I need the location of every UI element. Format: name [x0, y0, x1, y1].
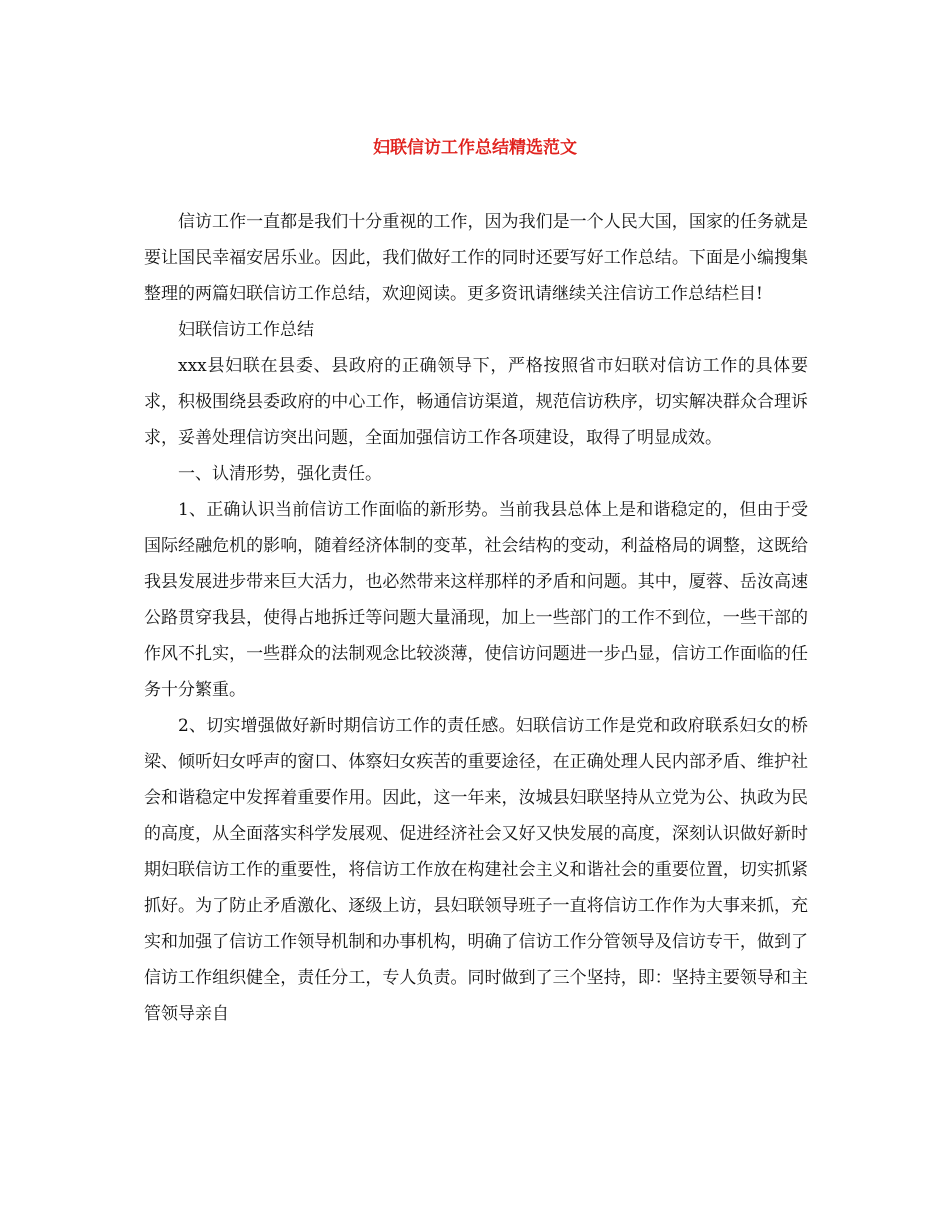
point-two-paragraph: 2、切实增强做好新时期信访工作的责任感。妇联信访工作是党和政府联系妇女的桥梁、倾听妇女呼声的窗口、体察妇女疾苦的重要途径，在正确处理人民内部矛盾、维护社会和谐稳定中发挥着重要作用。因此，这一年来，汝城县妇联坚持从立党为公、执政为民的高度，从全面落实科学发展观、促进经济社会又好又快发展的高度，深刻认识做好新时期妇联信访工作的重要性，将信访工作放在构建社会主义和谐社会的重要位置，切实抓紧抓好。为了防止矛盾激化、逐级上访，县妇联领导班子一直将信访工作作为大事来抓，充实和加强了信访工作领导机制和办事机构，明确了信访工作分管领导及信访专干，做到了信访工作组织健全，责任分工，专人负责。同时做到了三个坚持，即：坚持主要领导和主管领导亲自 — [144, 716, 808, 1024]
section-heading: 妇联信访工作总结 — [178, 320, 314, 340]
document-title: 妇联信访工作总结精选范文 — [373, 138, 577, 158]
part-one-heading: 一、认清形势，强化责任。 — [178, 464, 382, 484]
document-body — [144, 204, 808, 1032]
point-one-paragraph: 1、正确认识当前信访工作面临的新形势。当前我县总体上是和谐稳定的，但由于受国际经融危机的影响，随着经济体制的变革，社会结构的变动，利益格局的调整，这既给我县发展进步带来巨大活力，也必然带来这样那样的矛盾和问题。其中，厦蓉、岳汝高速公路贯穿我县，使得占地拆迁等问题大量涌现，加上一些部门的工作不到位，一些干部的作风不扎实，一些群众的法制观念比较淡薄，使信访问题进一步凸显，信访工作面临的任务十分繁重。 — [144, 500, 808, 700]
summary-paragraph: xxx县妇联在县委、县政府的正确领导下，严格按照省市妇联对信访工作的具体要求，积极围绕县委政府的中心工作，畅通信访渠道，规范信访秩序，切实解决群众合理诉求，妥善处理信访突出问题，全面加强信访工作各项建设，取得了明显成效。 — [144, 356, 808, 448]
intro-paragraph: 信访工作一直都是我们十分重视的工作，因为我们是一个人民大国，国家的任务就是要让国民幸福安居乐业。因此，我们做好工作的同时还要写好工作总结。下面是小编搜集整理的两篇妇联信访工作总结，欢迎阅读。更多资讯请继续关注信访工作总结栏目! — [144, 212, 808, 304]
